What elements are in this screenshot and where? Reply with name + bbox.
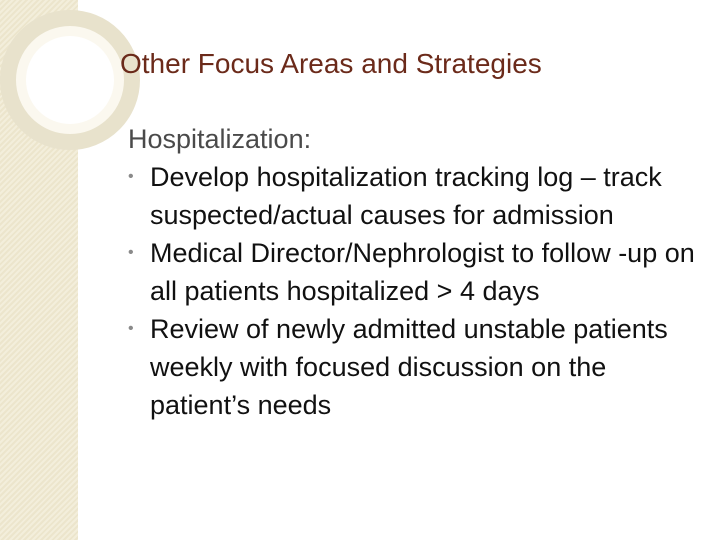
slide-title: Other Focus Areas and Strategies [120, 48, 542, 79]
decorative-ring-icon [0, 0, 140, 200]
slide-body [128, 120, 708, 424]
bullet-item [128, 234, 708, 310]
bullet-item [128, 310, 708, 424]
bullet-icon: • [128, 244, 134, 261]
bullet-icon: • [128, 320, 134, 337]
bullet-icon: • [128, 168, 134, 185]
bullet-item [128, 158, 708, 234]
bullet-list [128, 158, 708, 424]
section-heading: Hospitalization: [128, 124, 312, 154]
bullet-text: Develop hospitalization tracking log – track suspected/actual causes for admission [150, 162, 662, 230]
bullet-text: Review of newly admitted unstable patients weekly with focused discussion on the patient’s needs [150, 314, 668, 420]
bullet-text: Medical Director/Nephrologist to follow -up on all patients hospitalized > 4 days [150, 238, 695, 306]
